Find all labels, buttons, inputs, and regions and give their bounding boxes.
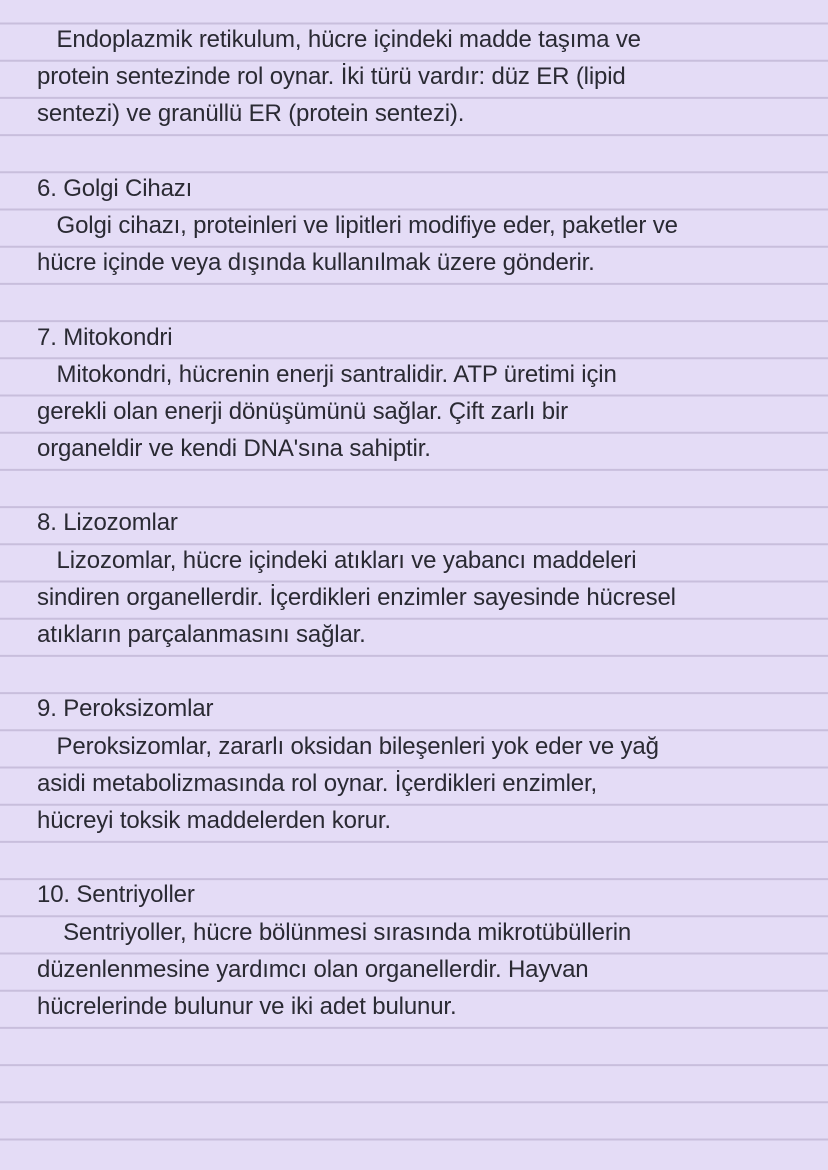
note-line: Golgi cihazı, proteinleri ve lipitleri modifiye eder, paketler ve xyxy=(37,211,678,239)
note-line: gerekli olan enerji dönüşümünü sağlar. Çift zarlı bir xyxy=(37,397,568,425)
section-heading-peroksizomlar: 9. Peroksizomlar xyxy=(37,695,214,723)
note-line: hücrelerinde bulunur ve iki adet bulunur. xyxy=(37,992,457,1020)
note-line xyxy=(37,839,822,876)
note-line: Mitokondri, hücrenin enerji santralidir. ATP üretimi için xyxy=(37,360,617,388)
note-line xyxy=(37,281,822,318)
note-line xyxy=(37,1062,822,1099)
note-line xyxy=(37,653,822,690)
note-line: protein sentezinde rol oynar. İki türü vardır: düz ER (lipid xyxy=(37,63,626,91)
note-line: atıkların parçalanmasını sağlar. xyxy=(37,621,366,648)
note-line xyxy=(37,133,822,170)
note-line: hücre içinde veya dışında kullanılmak üzere gönderir. xyxy=(37,249,595,277)
note-line: Lizozomlar, hücre içindeki atıkları ve yabancı maddeleri xyxy=(37,546,637,574)
note-line: Endoplazmik retikulum, hücre içindeki madde taşıma ve xyxy=(37,26,641,53)
note-line: hücreyi toksik maddelerden korur. xyxy=(37,806,391,834)
section-heading-golgi: 6. Golgi Cihazı xyxy=(37,174,193,202)
note-line: Peroksizomlar, zararlı oksidan bileşenleri yok eder ve yağ xyxy=(37,732,659,760)
section-heading-lizozomlar: 8. Lizozomlar xyxy=(37,509,178,537)
note-line: sindiren organellerdir. İçerdikleri enzimler sayesinde hücresel xyxy=(37,583,676,611)
section-heading-sentriyoller: 10. Sentriyoller xyxy=(37,881,195,909)
note-line: asidi metabolizmasında rol oynar. İçerdikleri enzimler, xyxy=(37,769,597,797)
note-line: sentezi) ve granüllü ER (protein sentezi). xyxy=(37,100,465,128)
note-line: organeldir ve kendi DNA'sına sahiptir. xyxy=(37,435,431,463)
note-line xyxy=(37,1099,822,1136)
note-line xyxy=(37,1025,822,1062)
note-body[interactable] xyxy=(37,21,822,1137)
section-heading-mitokondri: 7. Mitokondri xyxy=(37,323,173,351)
note-line: düzenlenmesine yardımcı olan organellerdir. Hayvan xyxy=(37,955,589,983)
note-line: Sentriyoller, hücre bölünmesi sırasında mikrotübüllerin xyxy=(37,918,632,946)
note-line xyxy=(37,467,822,504)
